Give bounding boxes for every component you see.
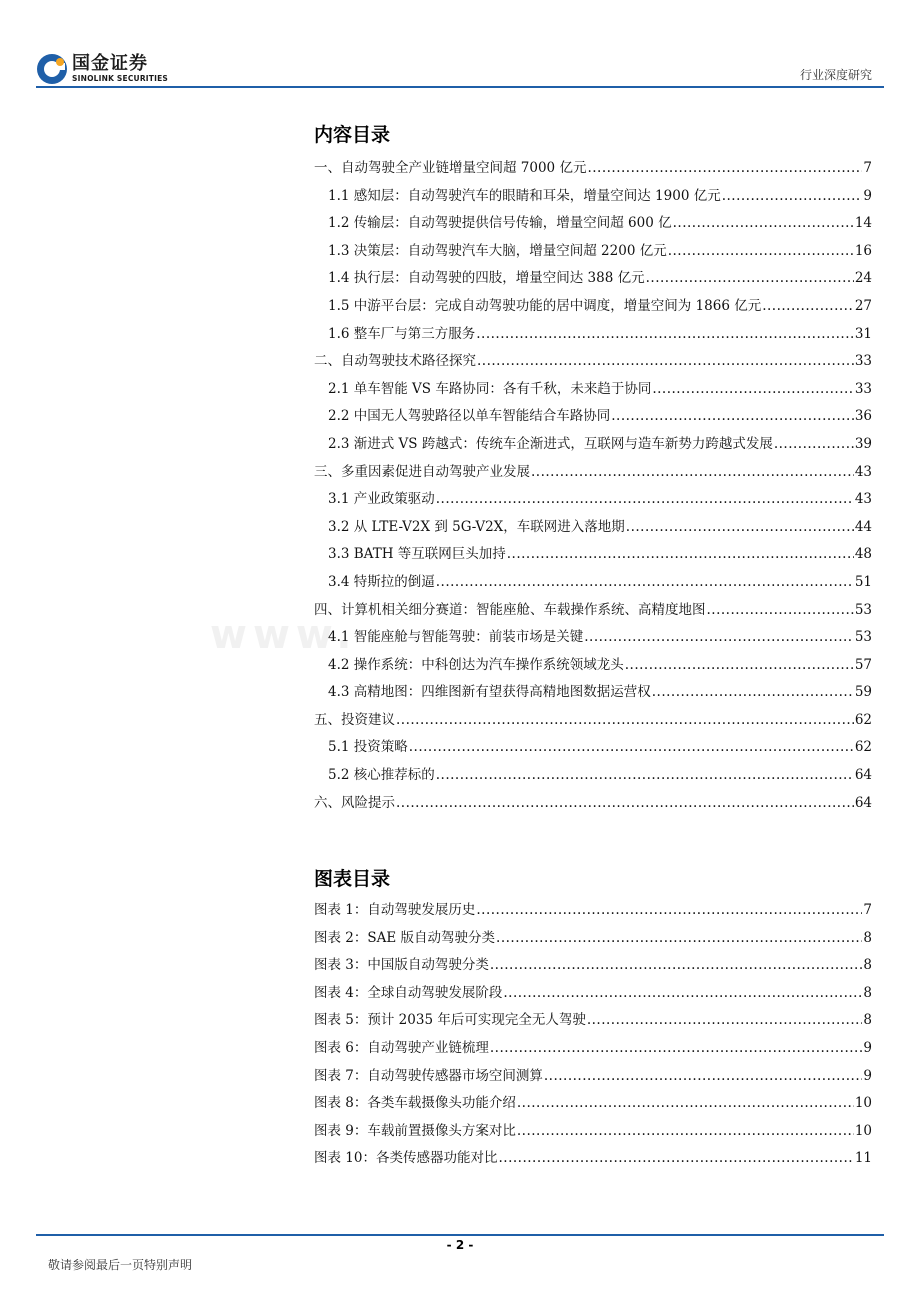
report-category: 行业深度研究 [799, 68, 872, 82]
dot-leader [436, 574, 854, 590]
dot-leader [503, 985, 862, 1001]
figure-entry-page: 9 [863, 1039, 872, 1056]
footer-divider [36, 1234, 884, 1236]
toc-entry[interactable] [314, 487, 872, 515]
dot-leader [496, 930, 862, 946]
toc-entry-text: 六、风险提示 [314, 794, 395, 811]
dot-leader [409, 739, 854, 755]
toc-entry[interactable] [314, 542, 872, 570]
dot-leader [490, 1040, 863, 1056]
figure-entry[interactable] [314, 1119, 872, 1147]
toc-entry-text: 一、自动驾驶全产业链增量空间超 7000 亿元 [314, 160, 587, 176]
figure-entry[interactable] [314, 926, 872, 954]
toc-entry[interactable] [314, 708, 872, 736]
toc-entry-page: 44 [854, 518, 872, 535]
dot-leader [507, 546, 854, 562]
dot-leader [490, 957, 863, 973]
dot-leader [396, 712, 854, 728]
toc-entry[interactable] [314, 211, 872, 239]
toc-entry-page: 9 [863, 187, 872, 204]
dot-leader [774, 436, 854, 452]
toc-entry-page: 64 [854, 767, 872, 784]
dot-leader [544, 1068, 863, 1084]
figure-entry[interactable] [314, 1008, 872, 1036]
toc-entry-text: 2.3 渐进式 VS 跨越式：传统车企渐进式，互联网与造车新势力跨越式发展 [328, 435, 773, 452]
toc-entry-page: 62 [854, 711, 872, 728]
figure-entry[interactable] [314, 1091, 872, 1119]
dot-leader [762, 298, 854, 314]
dot-leader [436, 491, 854, 507]
toc-entry[interactable] [314, 791, 872, 819]
toc-entry-page: 39 [854, 435, 872, 452]
figure-entry[interactable] [314, 1036, 872, 1064]
toc-entry-text: 4.1 智能座舱与智能驾驶：前装市场是关键 [328, 629, 584, 646]
toc-entry-text: 4.2 操作系统：中科创达为汽车操作系统领域龙头 [328, 656, 624, 673]
toc-entry[interactable] [314, 570, 872, 598]
toc-entry[interactable] [314, 294, 872, 322]
toc-entry-page: 24 [854, 270, 872, 287]
dot-leader [652, 684, 854, 700]
dot-leader [476, 326, 854, 342]
toc-entry[interactable] [314, 763, 872, 791]
toc-entry-text: 1.1 感知层：自动驾驶汽车的眼睛和耳朵，增量空间达 1900 亿元 [328, 187, 721, 204]
figure-entry-page: 8 [863, 984, 872, 1001]
toc-entry[interactable] [314, 680, 872, 708]
watermark: www. [210, 612, 358, 658]
dot-leader [707, 602, 854, 618]
toc-entry-text: 3.3 BATH 等互联网巨头加持 [328, 546, 506, 563]
toc-entry-page: 64 [854, 794, 872, 811]
figure-entry[interactable] [314, 1146, 872, 1174]
toc-entry[interactable] [314, 184, 872, 212]
toc-entry[interactable] [314, 349, 872, 377]
toc-entry-text: 1.6 整车厂与第三方服务 [328, 325, 476, 342]
dot-leader [584, 629, 854, 645]
toc-entry-page: 33 [854, 380, 872, 397]
dot-leader [531, 464, 854, 480]
footer-disclaimer: 敬请参阅最后一页特别声明 [48, 1258, 193, 1272]
toc-entry[interactable] [314, 377, 872, 405]
toc-entry[interactable] [314, 460, 872, 488]
dot-leader [646, 270, 854, 286]
figure-entry-text: 图表 7：自动驾驶传感器市场空间测算 [314, 1067, 543, 1084]
toc-entry-page: 14 [854, 215, 872, 232]
figure-entry-page: 7 [863, 902, 872, 918]
dot-leader [722, 188, 863, 204]
figure-entry-text: 图表 10：各类传感器功能对比 [314, 1150, 498, 1167]
figure-entry-page: 10 [854, 1095, 872, 1112]
toc-entry-page: 31 [854, 325, 872, 342]
toc-entry-page: 36 [854, 408, 872, 425]
toc-entry[interactable] [314, 598, 872, 626]
figure-entry-text: 图表 3：中国版自动驾驶分类 [314, 957, 489, 974]
figure-entry-text: 图表 4：全球自动驾驶发展阶段 [314, 984, 503, 1001]
figures-list [314, 898, 872, 1174]
dot-leader [477, 353, 854, 369]
logo-chinese-name: 国金证券 [72, 53, 148, 75]
toc-entry[interactable] [314, 404, 872, 432]
figure-entry-text: 图表 5：预计 2035 年后可实现完全无人驾驶 [314, 1012, 586, 1029]
figure-entry-page: 9 [863, 1067, 872, 1084]
dot-leader [625, 657, 854, 673]
toc-entry-page: 62 [854, 739, 872, 756]
figure-entry-text: 图表 1：自动驾驶发展历史 [314, 902, 476, 918]
toc-entry[interactable] [314, 735, 872, 763]
dot-leader [517, 1095, 854, 1111]
toc-entry[interactable] [314, 653, 872, 681]
toc-entry[interactable] [314, 156, 872, 184]
page-number: - 2 - [446, 1238, 474, 1252]
toc-entry[interactable] [314, 515, 872, 543]
figure-entry[interactable] [314, 981, 872, 1009]
logo-english-name: SINOLINK SECURITIES [72, 74, 169, 84]
toc-entry-text: 1.5 中游平台层：完成自动驾驶功能的居中调度，增量空间为 1866 亿元 [328, 297, 762, 314]
figure-entry-page: 8 [863, 957, 872, 974]
toc-entry-page: 48 [854, 546, 872, 563]
figure-entry-text: 图表 6：自动驾驶产业链梳理 [314, 1039, 489, 1056]
toc-entry-text: 4.3 高精地图：四维图新有望获得高精地图数据运营权 [328, 684, 651, 701]
toc-entry-page: 53 [854, 629, 872, 646]
dot-leader [673, 215, 854, 231]
toc-entry-text: 三、多重因素促进自动驾驶产业发展 [314, 463, 530, 480]
toc-entry-text: 3.4 特斯拉的倒逼 [328, 573, 435, 590]
dot-leader [587, 160, 862, 176]
toc-list [314, 156, 872, 818]
figure-entry-page: 8 [863, 1012, 872, 1029]
toc-entry-text: 3.1 产业政策驱动 [328, 491, 435, 508]
toc-entry-text: 1.4 执行层：自动驾驶的四肢，增量空间达 388 亿元 [328, 270, 645, 287]
dot-leader [498, 1150, 853, 1166]
toc-entry-page: 16 [854, 242, 872, 259]
toc-entry-text: 四、计算机相关细分赛道：智能座舱、车载操作系统、高精度地图 [314, 601, 706, 618]
toc-entry-text: 5.1 投资策略 [328, 739, 408, 756]
toc-entry-text: 3.2 从 LTE-V2X 到 5G-V2X，车联网进入落地期 [328, 518, 625, 535]
toc-entry-page: 33 [854, 353, 872, 370]
dot-leader [396, 795, 854, 811]
toc-entry-page: 27 [854, 297, 872, 314]
figure-entry-text: 图表 9：车载前置摄像头方案对比 [314, 1122, 516, 1139]
toc-entry-page: 43 [854, 491, 872, 508]
toc-entry-page: 57 [854, 656, 872, 673]
toc-entry[interactable] [314, 239, 872, 267]
toc-entry-text: 2.2 中国无人驾驶路径以单车智能结合车路协同 [328, 408, 611, 425]
toc-entry[interactable] [314, 266, 872, 294]
toc-entry-text: 1.3 决策层：自动驾驶汽车大脑，增量空间超 2200 亿元 [328, 242, 667, 259]
figure-entry-text: 图表 2：SAE 版自动驾驶分类 [314, 929, 496, 946]
figures-title: 图表目录 [314, 868, 391, 890]
toc-entry[interactable] [314, 322, 872, 350]
toc-entry-page: 53 [854, 601, 872, 618]
dot-leader [668, 243, 854, 259]
toc-entry[interactable] [314, 432, 872, 460]
toc-entry-text: 1.2 传输层：自动驾驶提供信号传输，增量空间超 600 亿 [328, 215, 672, 232]
toc-entry-page: 59 [854, 684, 872, 701]
toc-entry-page: 43 [854, 463, 872, 480]
dot-leader [476, 902, 862, 918]
toc-entry-page: 7 [863, 160, 872, 176]
figure-entry-page: 10 [854, 1122, 872, 1139]
dot-leader [587, 1012, 863, 1028]
figure-entry-text: 图表 8：各类车载摄像头功能介绍 [314, 1095, 516, 1112]
figure-entry[interactable] [314, 1064, 872, 1092]
toc-entry[interactable] [314, 625, 872, 653]
figure-entry-page: 8 [863, 929, 872, 946]
dot-leader [517, 1123, 854, 1139]
dot-leader [611, 408, 854, 424]
dot-leader [652, 381, 853, 397]
toc-title: 内容目录 [314, 124, 391, 146]
toc-entry-text: 5.2 核心推荐标的 [328, 767, 435, 784]
figure-entry[interactable] [314, 953, 872, 981]
toc-entry-text: 二、自动驾驶技术路径探究 [314, 353, 476, 370]
header-divider [36, 86, 884, 88]
figure-entry-page: 11 [854, 1150, 872, 1167]
dot-leader [436, 767, 854, 783]
dot-leader [626, 519, 854, 535]
toc-entry-text: 五、投资建议 [314, 711, 395, 728]
toc-entry-page: 51 [854, 573, 872, 590]
figure-entry[interactable] [314, 898, 872, 926]
logo-mark-icon [36, 53, 68, 85]
company-logo [36, 52, 168, 86]
toc-entry-text: 2.1 单车智能 VS 车路协同：各有千秋，未来趋于协同 [328, 380, 652, 397]
